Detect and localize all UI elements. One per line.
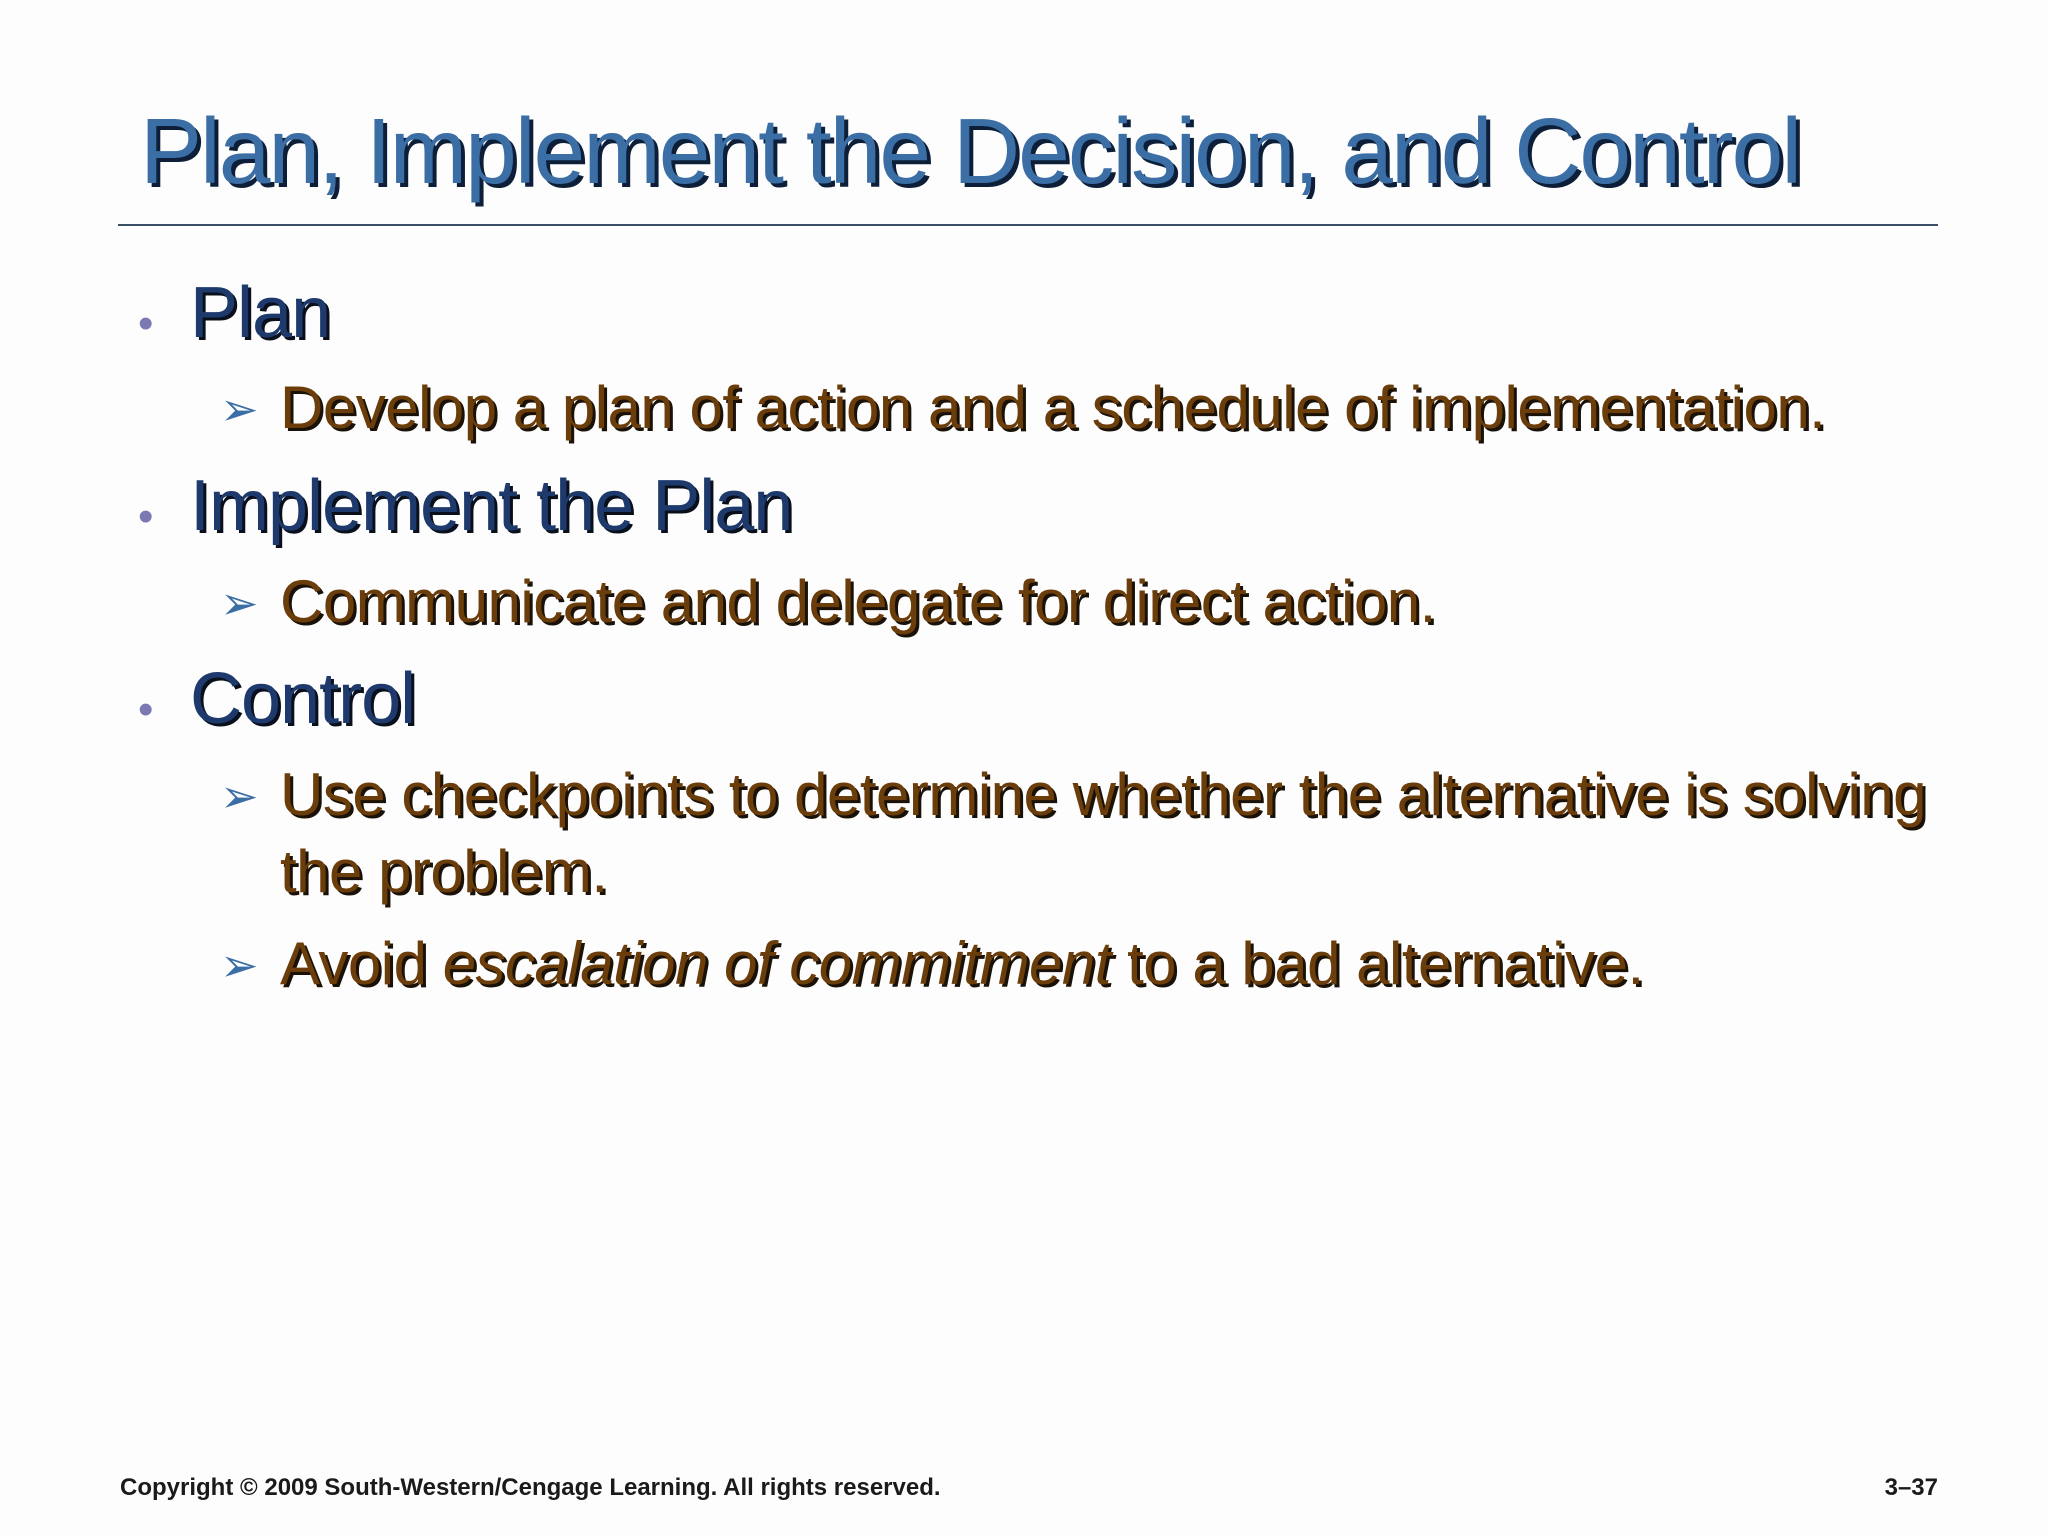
italic-term: escalation of commitment xyxy=(442,930,1111,998)
bullet-plan xyxy=(138,270,1938,356)
copyright-footer: Copyright © 2009 South-Western/Cengage Learning. All rights reserved. xyxy=(120,1474,941,1501)
page-number: 3–37 xyxy=(1884,1474,1938,1501)
arrow-bullet-icon: ➢ xyxy=(220,769,259,822)
sub-bullet-text: Use checkpoints to determine whether the alternative is solving the problem. xyxy=(280,760,1927,905)
slide-title: Plan, Implement the Decision, and Control xyxy=(140,99,1801,203)
bullet-control xyxy=(138,656,1938,742)
sub-bullet-text: Communicate and delegate for direct action. xyxy=(280,567,1436,635)
bullet-dot-icon: • xyxy=(138,299,154,348)
sub-bullet-text-before: Avoid xyxy=(280,930,443,998)
bullet-label: Implement the Plan xyxy=(190,466,793,547)
arrow-bullet-icon: ➢ xyxy=(220,576,259,629)
slide-content xyxy=(138,270,1938,1019)
sub-bullet-control-1 xyxy=(138,757,1938,911)
bullet-dot-icon: • xyxy=(138,492,154,542)
bullet-implement-the-plan xyxy=(138,463,1938,549)
arrow-bullet-icon: ➢ xyxy=(220,939,259,992)
sub-bullet-control-2 xyxy=(138,926,1938,1003)
sub-bullet-text-after: to a bad alternative. xyxy=(1110,930,1644,998)
bullet-label: Plan xyxy=(190,273,331,353)
title-divider xyxy=(118,224,1938,226)
sub-bullet-plan-1 xyxy=(138,370,1938,447)
sub-bullet-text xyxy=(280,926,1938,1003)
bullet-dot-icon: • xyxy=(138,685,154,735)
sub-bullet-implement-1 xyxy=(138,564,1938,641)
bullet-label: Control xyxy=(190,659,416,740)
sub-bullet-text: Develop a plan of action and a schedule of implementation. xyxy=(280,374,1826,442)
arrow-bullet-icon: ➢ xyxy=(220,383,259,436)
